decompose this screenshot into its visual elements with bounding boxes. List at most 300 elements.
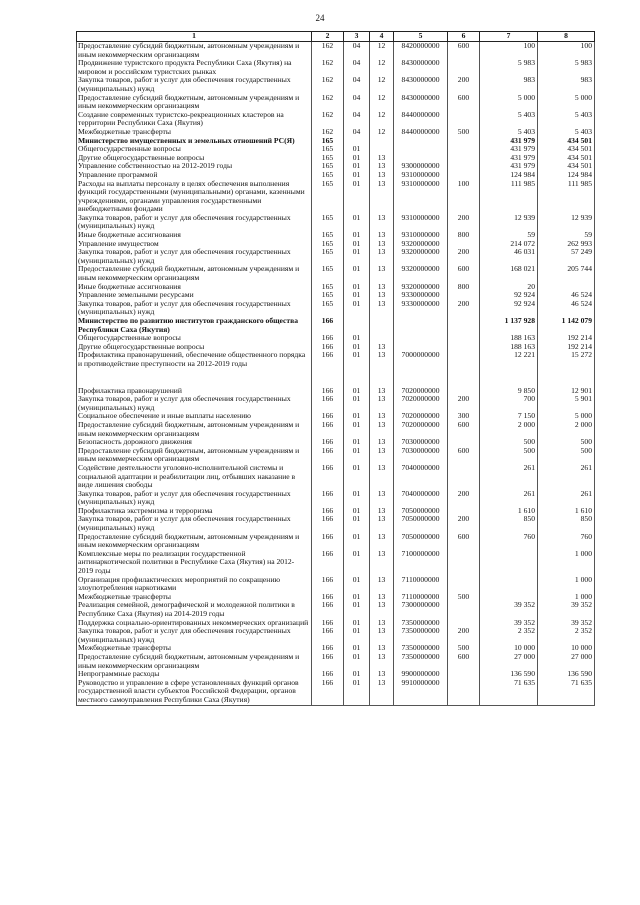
row-name-cell: Межбюджетные трансферты	[77, 644, 312, 653]
column-header-subsection: 4	[370, 32, 394, 42]
amount-year1-cell: 20	[480, 283, 538, 292]
amount-year1-cell: 1 137 928	[480, 317, 538, 334]
ministry-code-cell: 165	[312, 265, 344, 282]
column-header-expense-type: 6	[448, 32, 480, 42]
amount-year2-cell: 1 000	[538, 593, 595, 602]
amount-year2-cell: 12 901	[538, 387, 595, 396]
amount-year2-cell: 15 272	[538, 351, 595, 386]
row-name-cell: Общегосударственные вопросы	[77, 145, 312, 154]
expense-type-cell: 600	[448, 653, 480, 670]
subsection-code-cell	[370, 145, 394, 154]
section-code-cell: 04	[344, 111, 370, 128]
table-row	[77, 291, 595, 300]
amount-year1-cell: 10 000	[480, 644, 538, 653]
table-row	[77, 248, 595, 265]
amount-year1-cell: 168 021	[480, 265, 538, 282]
section-code-cell: 01	[344, 447, 370, 464]
table-row	[77, 128, 595, 137]
subsection-code-cell: 12	[370, 128, 394, 137]
section-code-cell: 04	[344, 42, 370, 60]
section-code-cell: 01	[344, 627, 370, 644]
amount-year2-cell: 10 000	[538, 644, 595, 653]
subsection-code-cell: 13	[370, 576, 394, 593]
target-article-cell: 9300000000	[394, 162, 448, 171]
expense-type-cell	[448, 154, 480, 163]
target-article-cell: 8420000000	[394, 42, 448, 60]
row-name-cell: Управление земельными ресурсами	[77, 291, 312, 300]
expense-type-cell	[448, 387, 480, 396]
target-article-cell: 9320000000	[394, 265, 448, 282]
expense-type-cell: 800	[448, 283, 480, 292]
section-code-cell: 01	[344, 300, 370, 317]
amount-year2-cell: 5 403	[538, 128, 595, 137]
subsection-code-cell: 13	[370, 231, 394, 240]
amount-year2-cell: 27 000	[538, 653, 595, 670]
expense-type-cell	[448, 334, 480, 343]
amount-year1-cell: 46 031	[480, 248, 538, 265]
amount-year2-cell: 850	[538, 515, 595, 532]
table-row	[77, 137, 595, 146]
subsection-code-cell: 13	[370, 395, 394, 412]
amount-year2-cell: 5 403	[538, 111, 595, 128]
target-article-cell: 7020000000	[394, 395, 448, 412]
section-code-cell: 01	[344, 343, 370, 352]
amount-year2-cell: 1 000	[538, 550, 595, 576]
amount-year2-cell: 5 901	[538, 395, 595, 412]
target-article-cell: 8430000000	[394, 59, 448, 76]
amount-year1-cell: 188 163	[480, 334, 538, 343]
target-article-cell: 9330000000	[394, 291, 448, 300]
target-article-cell: 7050000000	[394, 507, 448, 516]
ministry-code-cell: 166	[312, 395, 344, 412]
target-article-cell: 7020000000	[394, 421, 448, 438]
amount-year2-cell: 1 142 079	[538, 317, 595, 334]
table-row	[77, 644, 595, 653]
row-name-cell: Иные бюджетные ассигнования	[77, 231, 312, 240]
amount-year2-cell: 59	[538, 231, 595, 240]
ministry-code-cell: 165	[312, 137, 344, 146]
amount-year2-cell: 136 590	[538, 670, 595, 679]
amount-year1-cell: 5 000	[480, 94, 538, 111]
row-name-cell: Социальное обеспечение и иные выплаты населению	[77, 412, 312, 421]
section-code-cell: 01	[344, 593, 370, 602]
section-code-cell: 01	[344, 576, 370, 593]
row-name-cell: Предоставление субсидий бюджетным, автономным учреждениям и иным некоммерческим организациям	[77, 42, 312, 60]
row-name-cell: Профилактика экстремизма и терроризма	[77, 507, 312, 516]
amount-year1-cell: 5 983	[480, 59, 538, 76]
ministry-code-cell: 166	[312, 334, 344, 343]
amount-year1-cell: 261	[480, 490, 538, 507]
ministry-code-cell: 166	[312, 601, 344, 618]
target-article-cell: 9900000000	[394, 670, 448, 679]
table-row	[77, 180, 595, 214]
amount-year2-cell: 5 000	[538, 94, 595, 111]
amount-year1-cell: 431 979	[480, 145, 538, 154]
section-code-cell: 01	[344, 464, 370, 490]
table-row	[77, 300, 595, 317]
amount-year2-cell: 760	[538, 533, 595, 550]
amount-year1-cell: 500	[480, 447, 538, 464]
column-header-section: 3	[344, 32, 370, 42]
expense-type-cell	[448, 576, 480, 593]
amount-year1-cell: 92 924	[480, 291, 538, 300]
table-row	[77, 550, 595, 576]
subsection-code-cell: 13	[370, 412, 394, 421]
target-article-cell	[394, 317, 448, 334]
expense-type-cell: 200	[448, 300, 480, 317]
section-code-cell: 01	[344, 351, 370, 386]
target-article-cell: 9310000000	[394, 231, 448, 240]
subsection-code-cell: 13	[370, 619, 394, 628]
subsection-code-cell: 13	[370, 644, 394, 653]
table-row	[77, 334, 595, 343]
target-article-cell: 7110000000	[394, 576, 448, 593]
ministry-code-cell: 165	[312, 145, 344, 154]
ministry-code-cell: 165	[312, 283, 344, 292]
subsection-code-cell: 13	[370, 351, 394, 386]
expense-type-cell: 600	[448, 94, 480, 111]
row-name-cell: Межбюджетные трансферты	[77, 128, 312, 137]
target-article-cell: 7350000000	[394, 619, 448, 628]
ministry-code-cell: 165	[312, 171, 344, 180]
expense-type-cell: 200	[448, 627, 480, 644]
row-name-cell: Иные бюджетные ассигнования	[77, 283, 312, 292]
section-code-cell: 01	[344, 644, 370, 653]
row-name-cell: Закупка товаров, работ и услуг для обеспечения государственных (муниципальных) нужд	[77, 395, 312, 412]
amount-year1-cell: 261	[480, 464, 538, 490]
column-header-ministry: 2	[312, 32, 344, 42]
target-article-cell: 7350000000	[394, 627, 448, 644]
amount-year1-cell: 111 985	[480, 180, 538, 214]
amount-year2-cell: 434 501	[538, 162, 595, 171]
amount-year1-cell: 39 352	[480, 619, 538, 628]
section-code-cell: 01	[344, 171, 370, 180]
table-row	[77, 59, 595, 76]
expense-type-cell: 200	[448, 214, 480, 231]
amount-year1-cell	[480, 593, 538, 602]
amount-year1-cell: 71 635	[480, 679, 538, 705]
amount-year2-cell: 71 635	[538, 679, 595, 705]
target-article-cell: 9310000000	[394, 214, 448, 231]
amount-year1-cell: 431 979	[480, 162, 538, 171]
amount-year1-cell: 5 403	[480, 111, 538, 128]
amount-year1-cell: 2 352	[480, 627, 538, 644]
expense-type-cell: 200	[448, 490, 480, 507]
subsection-code-cell: 12	[370, 76, 394, 93]
table-row	[77, 162, 595, 171]
subsection-code-cell: 13	[370, 154, 394, 163]
section-code-cell: 04	[344, 128, 370, 137]
subsection-code-cell: 13	[370, 343, 394, 352]
expense-type-cell	[448, 670, 480, 679]
subsection-code-cell: 12	[370, 94, 394, 111]
amount-year2-cell: 261	[538, 464, 595, 490]
target-article-cell: 7350000000	[394, 653, 448, 670]
target-article-cell: 9330000000	[394, 300, 448, 317]
expense-type-cell	[448, 162, 480, 171]
expense-type-cell: 200	[448, 515, 480, 532]
row-name-cell: Комплексные меры по реализации государственной антинаркотической политики в Республике Саха (Якутия) на 2012-2019 годы	[77, 550, 312, 576]
amount-year1-cell: 431 979	[480, 137, 538, 146]
target-article-cell	[394, 145, 448, 154]
target-article-cell	[394, 137, 448, 146]
expense-type-cell	[448, 550, 480, 576]
target-article-cell: 9310000000	[394, 171, 448, 180]
expense-type-cell	[448, 464, 480, 490]
table-row	[77, 154, 595, 163]
expense-type-cell	[448, 343, 480, 352]
amount-year2-cell: 1 610	[538, 507, 595, 516]
row-name-cell: Управление программой	[77, 171, 312, 180]
expense-type-cell	[448, 507, 480, 516]
row-name-cell: Создание современных туристско-рекреационных кластеров на территории Республики Саха (Якутия)	[77, 111, 312, 128]
table-row	[77, 111, 595, 128]
section-code-cell: 01	[344, 240, 370, 249]
section-code-cell: 01	[344, 550, 370, 576]
expense-type-cell	[448, 601, 480, 618]
table-row	[77, 351, 595, 386]
subsection-code-cell: 13	[370, 421, 394, 438]
subsection-code-cell: 13	[370, 291, 394, 300]
row-name-cell: Расходы на выплаты персоналу в целях обеспечения выполнения функций государственными (муниципальными) органами, казенными учреждениями, органами управления государственными внебюджетными фондами	[77, 180, 312, 214]
amount-year1-cell: 100	[480, 42, 538, 60]
amount-year1-cell: 136 590	[480, 670, 538, 679]
ministry-code-cell: 166	[312, 447, 344, 464]
amount-year2-cell: 500	[538, 447, 595, 464]
ministry-code-cell: 166	[312, 387, 344, 396]
ministry-code-cell: 166	[312, 576, 344, 593]
subsection-code-cell: 13	[370, 653, 394, 670]
row-name-cell: Межбюджетные трансферты	[77, 593, 312, 602]
amount-year1-cell: 92 924	[480, 300, 538, 317]
amount-year1-cell: 188 163	[480, 343, 538, 352]
row-name-cell: Предоставление субсидий бюджетным, автономным учреждениям и иным некоммерческим организациям	[77, 533, 312, 550]
row-name-cell: Закупка товаров, работ и услуг для обеспечения государственных (муниципальных) нужд	[77, 300, 312, 317]
column-header-amount-year2: 8	[538, 32, 595, 42]
column-header-name: 1	[77, 32, 312, 42]
target-article-cell: 9310000000	[394, 180, 448, 214]
amount-year1-cell: 59	[480, 231, 538, 240]
section-code-cell: 01	[344, 291, 370, 300]
amount-year2-cell	[538, 283, 595, 292]
row-name-cell: Реализация семейной, демографической и молодежной политики в Республике Саха (Якутия) на 2014-2019 годы	[77, 601, 312, 618]
amount-year2-cell: 1 000	[538, 576, 595, 593]
expense-type-cell: 600	[448, 533, 480, 550]
expense-type-cell	[448, 619, 480, 628]
subsection-code-cell	[370, 334, 394, 343]
amount-year1-cell	[480, 550, 538, 576]
amount-year1-cell: 214 072	[480, 240, 538, 249]
row-name-cell: Поддержка социально-ориентированных некоммерческих организаций	[77, 619, 312, 628]
expense-type-cell	[448, 291, 480, 300]
row-name-cell: Закупка товаров, работ и услуг для обеспечения государственных (муниципальных) нужд	[77, 248, 312, 265]
row-name-cell: Предоставление субсидий бюджетным, автономным учреждениям и иным некоммерческим организациям	[77, 265, 312, 282]
target-article-cell: 7040000000	[394, 464, 448, 490]
table-row	[77, 593, 595, 602]
expense-type-cell: 600	[448, 447, 480, 464]
expense-type-cell: 100	[448, 180, 480, 214]
column-header-amount-year1: 7	[480, 32, 538, 42]
subsection-code-cell: 13	[370, 601, 394, 618]
row-name-cell: Другие общегосударственные вопросы	[77, 343, 312, 352]
target-article-cell: 7100000000	[394, 550, 448, 576]
ministry-code-cell: 165	[312, 300, 344, 317]
table-row	[77, 679, 595, 705]
subsection-code-cell: 13	[370, 490, 394, 507]
table-row	[77, 490, 595, 507]
ministry-code-cell: 165	[312, 214, 344, 231]
section-code-cell: 01	[344, 214, 370, 231]
ministry-code-cell: 166	[312, 412, 344, 421]
ministry-code-cell: 166	[312, 351, 344, 386]
table-row	[77, 265, 595, 282]
subsection-code-cell: 13	[370, 171, 394, 180]
ministry-code-cell: 165	[312, 154, 344, 163]
expense-type-cell: 200	[448, 248, 480, 265]
target-article-cell: 7000000000	[394, 351, 448, 386]
amount-year2-cell: 2 000	[538, 421, 595, 438]
row-name-cell: Безопасность дорожного движения	[77, 438, 312, 447]
ministry-code-cell: 165	[312, 231, 344, 240]
expense-type-cell	[448, 679, 480, 705]
subsection-code-cell: 13	[370, 515, 394, 532]
section-code-cell: 01	[344, 231, 370, 240]
target-article-cell: 7040000000	[394, 490, 448, 507]
row-name-cell: Закупка товаров, работ и услуг для обеспечения государственных (муниципальных) нужд	[77, 627, 312, 644]
section-code-cell: 01	[344, 248, 370, 265]
target-article-cell	[394, 334, 448, 343]
expense-type-cell	[448, 317, 480, 334]
row-name-cell: Управление имуществом	[77, 240, 312, 249]
section-code-cell: 01	[344, 180, 370, 214]
subsection-code-cell: 13	[370, 464, 394, 490]
row-name-cell: Предоставление субсидий бюджетным, автономным учреждениям и иным некоммерческим организациям	[77, 421, 312, 438]
ministry-code-cell: 166	[312, 533, 344, 550]
amount-year2-cell: 262 993	[538, 240, 595, 249]
target-article-cell: 8440000000	[394, 111, 448, 128]
amount-year2-cell: 205 744	[538, 265, 595, 282]
expense-type-cell	[448, 111, 480, 128]
amount-year2-cell: 39 352	[538, 601, 595, 618]
section-code-cell: 01	[344, 421, 370, 438]
expense-type-cell: 600	[448, 42, 480, 60]
amount-year1-cell: 431 979	[480, 154, 538, 163]
column-header-target-article: 5	[394, 32, 448, 42]
ministry-code-cell: 166	[312, 627, 344, 644]
amount-year2-cell: 57 249	[538, 248, 595, 265]
table-row	[77, 447, 595, 464]
target-article-cell: 8430000000	[394, 76, 448, 93]
target-article-cell: 9320000000	[394, 240, 448, 249]
table-row	[77, 412, 595, 421]
ministry-code-cell: 162	[312, 94, 344, 111]
amount-year2-cell: 192 214	[538, 343, 595, 352]
table-row	[77, 171, 595, 180]
subsection-code-cell: 13	[370, 679, 394, 705]
expense-type-cell: 200	[448, 395, 480, 412]
section-code-cell	[344, 137, 370, 146]
amount-year1-cell: 1 610	[480, 507, 538, 516]
amount-year1-cell	[480, 576, 538, 593]
amount-year1-cell: 700	[480, 395, 538, 412]
amount-year2-cell: 5 983	[538, 59, 595, 76]
subsection-code-cell: 13	[370, 240, 394, 249]
row-name-cell: Другие общегосударственные вопросы	[77, 154, 312, 163]
ministry-code-cell: 162	[312, 128, 344, 137]
section-code-cell: 01	[344, 515, 370, 532]
section-code-cell	[344, 317, 370, 334]
row-name-cell: Содействие деятельности уголовно-исполнительной системы и социальной адаптации и реабилитации лиц, отбывших наказание в виде лишения свободы	[77, 464, 312, 490]
subsection-code-cell: 13	[370, 627, 394, 644]
table-row	[77, 653, 595, 670]
amount-year2-cell: 46 524	[538, 300, 595, 317]
target-article-cell: 8440000000	[394, 128, 448, 137]
row-name-cell: Общегосударственные вопросы	[77, 334, 312, 343]
expense-type-cell: 500	[448, 128, 480, 137]
expense-type-cell	[448, 137, 480, 146]
expense-type-cell	[448, 438, 480, 447]
row-name-cell: Закупка товаров, работ и услуг для обеспечения государственных (муниципальных) нужд	[77, 76, 312, 93]
row-name-cell: Профилактика правонарушений, обеспечение общественного порядка и противодействие преступности на 2012-2019 годы	[77, 351, 312, 386]
amount-year1-cell: 760	[480, 533, 538, 550]
subsection-code-cell: 13	[370, 670, 394, 679]
target-article-cell: 9320000000	[394, 248, 448, 265]
ministry-code-cell: 166	[312, 644, 344, 653]
amount-year1-cell: 12 221	[480, 351, 538, 386]
subsection-code-cell: 13	[370, 300, 394, 317]
table-row	[77, 387, 595, 396]
subsection-code-cell: 13	[370, 533, 394, 550]
table-row	[77, 464, 595, 490]
row-name-cell: Организация профилактических мероприятий по сокращению злоупотребления наркотиками	[77, 576, 312, 593]
budget-table	[76, 31, 595, 706]
subsection-code-cell: 13	[370, 248, 394, 265]
section-code-cell: 01	[344, 601, 370, 618]
table-row	[77, 601, 595, 618]
subsection-code-cell: 13	[370, 593, 394, 602]
amount-year2-cell: 111 985	[538, 180, 595, 214]
subsection-code-cell: 13	[370, 214, 394, 231]
amount-year2-cell: 500	[538, 438, 595, 447]
ministry-code-cell: 166	[312, 421, 344, 438]
ministry-code-cell: 166	[312, 619, 344, 628]
section-code-cell: 01	[344, 412, 370, 421]
target-article-cell: 9320000000	[394, 283, 448, 292]
table-row	[77, 214, 595, 231]
ministry-code-cell: 166	[312, 670, 344, 679]
amount-year1-cell: 850	[480, 515, 538, 532]
row-name-cell: Закупка товаров, работ и услуг для обеспечения государственных (муниципальных) нужд	[77, 214, 312, 231]
ministry-code-cell: 165	[312, 291, 344, 300]
section-code-cell: 01	[344, 438, 370, 447]
subsection-code-cell: 13	[370, 387, 394, 396]
section-code-cell: 01	[344, 334, 370, 343]
table-row	[77, 240, 595, 249]
table-header-row	[77, 32, 595, 42]
table-row	[77, 283, 595, 292]
subsection-code-cell: 13	[370, 447, 394, 464]
table-body	[77, 42, 595, 706]
expense-type-cell	[448, 145, 480, 154]
section-code-cell: 01	[344, 265, 370, 282]
amount-year1-cell: 2 000	[480, 421, 538, 438]
subsection-code-cell: 12	[370, 42, 394, 60]
ministry-code-cell: 162	[312, 42, 344, 60]
target-article-cell: 8430000000	[394, 94, 448, 111]
page-number: 24	[315, 13, 325, 23]
table-row	[77, 533, 595, 550]
table-row	[77, 76, 595, 93]
